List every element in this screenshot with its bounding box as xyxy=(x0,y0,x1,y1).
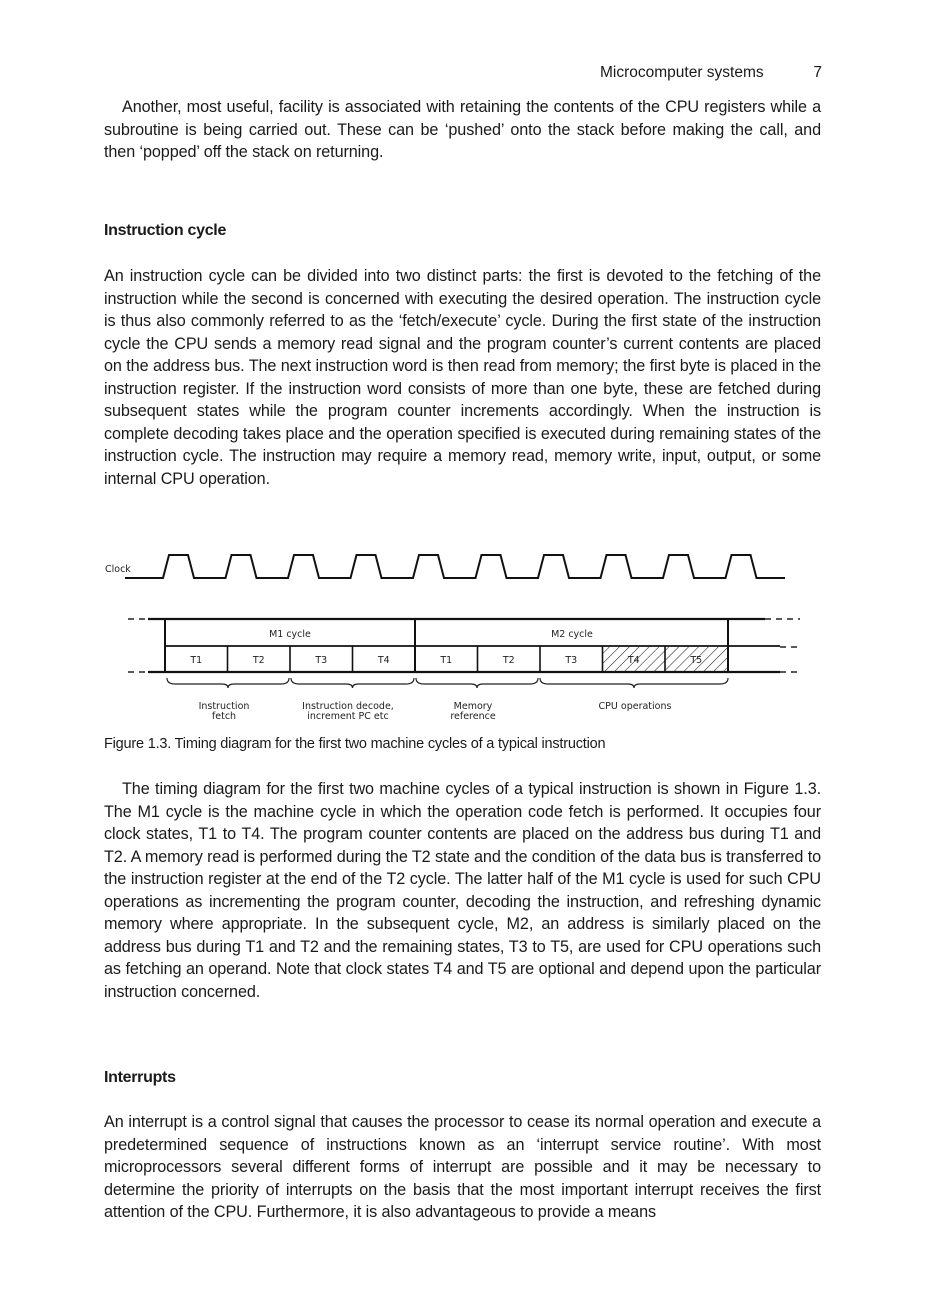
heading-instruction-cycle: Instruction cycle xyxy=(104,222,227,239)
phase-brace-3 xyxy=(416,678,538,688)
state-label-m2-t4: T4 xyxy=(627,655,640,666)
state-label-m2-t5: T5 xyxy=(690,655,703,666)
state-label-m1-t3: T3 xyxy=(315,655,328,666)
phase-3-line-2: reference xyxy=(450,711,496,722)
paragraph-registers: Another, most useful, facility is associated with retaining the contents of the CPU registers while a subroutine is being carried out. These can be ‘pushed’ onto the stack before making the call, and then ‘popped’ off the stack on returning. xyxy=(104,98,821,161)
m1-cycle-label: M1 cycle xyxy=(269,629,311,640)
timing-diagram-svg xyxy=(100,552,800,727)
phase-3-line-1: Memory xyxy=(453,701,493,712)
figure-caption: Figure 1.3. Timing diagram for the first two machine cycles of a typical instruction xyxy=(104,736,606,752)
phase-brace-4 xyxy=(540,678,728,688)
phase-2-line-1: Instruction decode, xyxy=(302,701,394,712)
state-label-m1-t1: T1 xyxy=(190,655,203,666)
paragraph-timing-diagram: The timing diagram for the first two machine cycles of a typical instruction is shown in Figure 1.3. The M1 cycle is the machine cycle in which the operation code fetch is performed. It occupies four clock states, T1 to T4. The program counter contents are placed on the address bus during T1 and T2. A memory read is performed during the T2 state and the condition of the data bus is transferred to the instruction register at the end of the T2 cycle. The latter half of the M1 cycle is used for such CPU operations as incrementing the program counter, decoding the instruction, and refreshing dynamic memory where appropriate. In the subsequent cycle, M2, an address is similarly placed on the address bus during T1 and T2 and the remaining states, T3 to T5, are used for CPU operations such as fetching an operand. Note that clock states T4 and T5 are optional and depend upon the particular instruction concerned. xyxy=(104,780,821,1001)
page-number: 7 xyxy=(813,64,822,81)
state-label-m2-t3: T3 xyxy=(565,655,578,666)
running-head-title: Microcomputer systems xyxy=(600,64,764,81)
phase-braces xyxy=(167,678,728,688)
phase-1-line-1: Instruction xyxy=(198,701,250,712)
phase-brace-1 xyxy=(167,678,289,688)
clock-label: Clock xyxy=(105,564,131,575)
paragraph-interrupts: An interrupt is a control signal that causes the processor to cease its normal operation and execute a predetermined sequence of instructions known as an ‘interrupt service routine’. With most microprocessors several different forms of interrupt are possible and it may be necessary to determine the priority of interrupts on the basis that the most important interrupt receives the first attention of the CPU. Furthermore, it is also advantageous to provide a means xyxy=(104,1113,821,1221)
state-label-m1-t4: T4 xyxy=(377,655,390,666)
running-head xyxy=(600,64,822,82)
timing-diagram xyxy=(100,552,800,727)
heading-interrupts: Interrupts xyxy=(104,1069,176,1086)
phase-2-line-2: increment PC etc xyxy=(307,711,389,722)
m2-cycle-label: M2 cycle xyxy=(551,629,593,640)
phase-brace-2 xyxy=(291,678,414,688)
state-cells xyxy=(189,646,727,672)
state-label-m2-t2: T2 xyxy=(502,655,515,666)
phase-4-line-1: CPU operations xyxy=(598,701,672,712)
state-label-m2-t1: T1 xyxy=(440,655,453,666)
clock-waveform xyxy=(125,555,785,578)
state-label-m1-t2: T2 xyxy=(252,655,265,666)
paragraph-instruction-cycle: An instruction cycle can be divided into two distinct parts: the first is devoted to the fetching of the instruction while the second is concerned with executing the desired operation. The instruction cycle is thus also commonly referred to as the ‘fetch/execute’ cycle. During the first state of the instruction cycle the CPU sends a memory read signal and the program counter’s current contents are placed on the address bus. The next instruction word is then read from memory; the first byte is placed in the instruction register. If the instruction word consists of more than one byte, these are fetched during subsequent states while the program counter increments accordingly. When the instruction is complete decoding takes place and the operation specified is executed during remaining states of the instruction cycle. The instruction may require a memory read, memory write, input, output, or some internal CPU operation. xyxy=(104,267,821,488)
phase-1-line-2: fetch xyxy=(211,711,237,722)
